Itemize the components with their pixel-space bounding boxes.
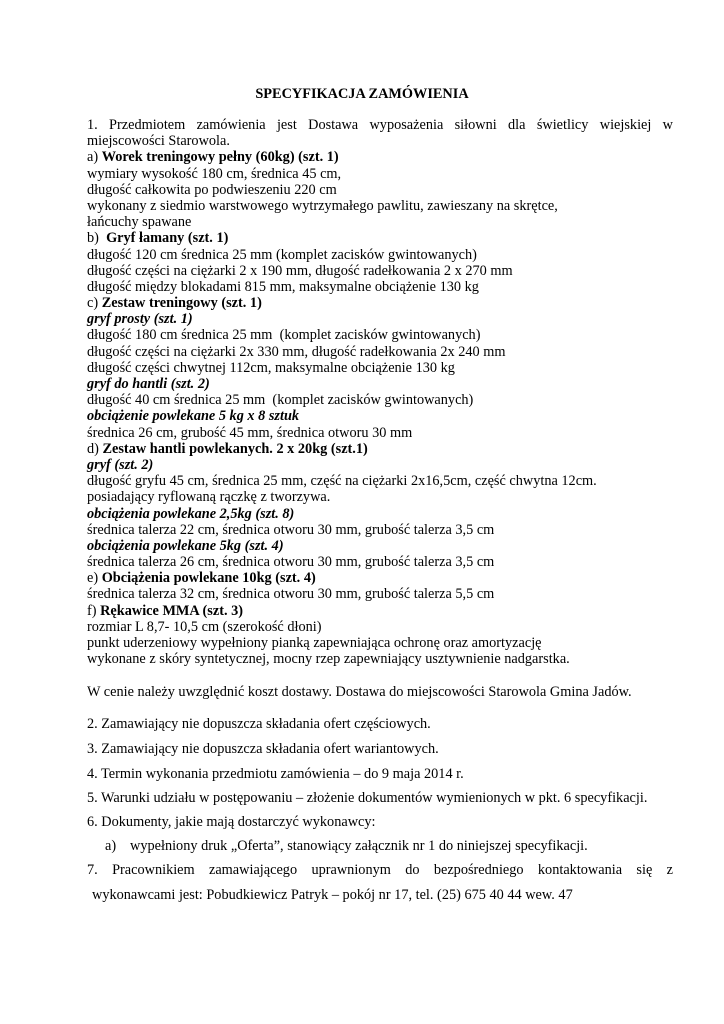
item-c-subheading: gryf do hantli (szt. 2) — [87, 376, 210, 392]
item-e-line: średnica talerza 32 cm, średnica otworu 30 mm, grubość talerza 5,5 cm — [87, 586, 495, 603]
item-a-line: łańcuchy spawane — [87, 214, 192, 231]
item-e-title: Obciążenia powlekane 10kg (szt. 4) — [101, 570, 316, 587]
point-6a-label: a) — [105, 838, 117, 854]
item-f-prefix: f) — [87, 602, 101, 619]
point-2: 2. Zamawiający nie dopuszcza składania ofert częściowych. — [87, 716, 431, 732]
item-b-prefix: b) — [87, 230, 107, 247]
item-c-prefix: c) — [87, 295, 102, 312]
item-e-heading — [87, 570, 673, 586]
item-a-heading — [87, 149, 673, 165]
item-b-line: długość 120 cm średnica 25 mm (komplet zacisków gwintowanych) — [87, 246, 477, 263]
item-c-subheading: obciążenie powlekane 5 kg x 8 sztuk — [87, 408, 300, 425]
delivery-note: W cenie należy uwzględnić koszt dostawy. Dostawa do miejscowości Starowola Gmina Jadów. — [87, 684, 632, 700]
item-c-subheading: gryf prosty (szt. 1) — [87, 311, 193, 328]
item-d-heading — [87, 441, 673, 457]
item-a-line: wymiary wysokość 180 cm, średnica 45 cm, — [87, 165, 342, 182]
item-d-subheading: obciążenia powlekane 5kg (szt. 4) — [87, 537, 284, 554]
item-b-title: Gryf łamany (szt. 1) — [106, 230, 229, 247]
intro-line-1: 1. Przedmiotem zamówienia jest Dostawa wyposażenia siłowni dla świetlicy wiejskiej w — [87, 117, 673, 133]
item-f-heading — [87, 603, 673, 619]
item-d-subheading: obciążenia powlekane 2,5kg (szt. 8) — [87, 505, 295, 522]
point-5: 5. Warunki udziału w postępowaniu – złożenie dokumentów wymienionych w pkt. 6 specyfikacji. — [87, 790, 648, 806]
item-b-line: długość między blokadami 815 mm, maksymalne obciążenie 130 kg — [87, 278, 479, 295]
intro-line-2: miejscowości Starowola. — [87, 133, 230, 150]
item-d-subheading: gryf (szt. 2) — [87, 456, 154, 473]
specification-body — [87, 117, 673, 667]
item-c-line: długość 180 cm średnica 25 mm (komplet zacisków gwintowanych) — [87, 327, 481, 344]
item-d-prefix: d) — [87, 440, 103, 457]
item-d-line: średnica talerza 26 cm, średnica otworu 30 mm, grubość talerza 3,5 cm — [87, 554, 495, 571]
document-title: SPECYFIKACJA ZAMÓWIENIA — [255, 86, 469, 102]
item-a-title: Worek treningowy pełny (60kg) (szt. 1) — [101, 149, 339, 166]
item-a-prefix: a) — [87, 149, 102, 166]
item-a-line: długość całkowita po podwieszeniu 220 cm — [87, 181, 337, 198]
point-3: 3. Zamawiający nie dopuszcza składania ofert wariantowych. — [87, 741, 439, 757]
item-c-title: Zestaw treningowy (szt. 1) — [101, 295, 262, 312]
item-d-line: średnica talerza 22 cm, średnica otworu 30 mm, grubość talerza 3,5 cm — [87, 521, 495, 538]
item-c-line: średnica 26 cm, grubość 45 mm, średnica otworu 30 mm — [87, 424, 413, 441]
item-c-line: długość części chwytnej 112cm, maksymalne obciążenie 130 kg — [87, 359, 455, 376]
item-f-line: punkt uderzeniowy wypełniony pianką zapewniająca ochronę oraz amortyzację — [87, 635, 542, 651]
point-4: 4. Termin wykonania przedmiotu zamówienia – do 9 maja 2014 r. — [87, 766, 464, 782]
item-b-line: długość części na ciężarki 2 x 190 mm, długość radełkowania 2 x 270 mm — [87, 262, 513, 279]
item-f-line: wykonane z skóry syntetycznej, mocny rzep zapewniający usztywnienie nadgarstka. — [87, 651, 570, 668]
item-c-line: długość 40 cm średnica 25 mm (komplet zacisków gwintowanych) — [87, 392, 474, 409]
item-c-heading — [87, 295, 673, 311]
item-d-line: posiadający ryflowaną rączkę z tworzywa. — [87, 489, 331, 506]
item-f-line: rozmiar L 8,7- 10,5 cm (szerokość dłoni) — [87, 618, 322, 635]
point-7-line-2: wykonawcami jest: Pobudkiewicz Patryk – pokój nr 17, tel. (25) 675 40 44 wew. 47 — [92, 887, 573, 903]
item-c-line: długość części na ciężarki 2x 330 mm, długość radełkowania 2x 240 mm — [87, 343, 506, 360]
point-7-line-1-text: 7. Pracownikiem zamawiającego uprawnionym do bezpośredniego kontaktowania się z — [87, 862, 673, 878]
item-f-title: Rękawice MMA (szt. 3) — [100, 602, 244, 619]
item-e-prefix: e) — [87, 570, 102, 587]
item-a-line: wykonany z siedmio warstwowego wytrzymałego pawlitu, zawieszany na skrętce, — [87, 197, 558, 214]
point-6a-text: wypełniony druk „Oferta”, stanowiący załącznik nr 1 do niniejszej specyfikacji. — [130, 838, 588, 854]
point-6: 6. Dokumenty, jakie mają dostarczyć wykonawcy: — [87, 814, 376, 830]
point-7-line-1 — [87, 862, 673, 878]
item-b-heading — [87, 230, 673, 246]
item-d-title: Zestaw hantli powlekanych. 2 x 20kg (szt.1) — [102, 440, 368, 457]
item-d-line: długość gryfu 45 cm, średnica 25 mm, część na ciężarki 2x16,5cm, część chwytna 12cm. — [87, 473, 597, 490]
